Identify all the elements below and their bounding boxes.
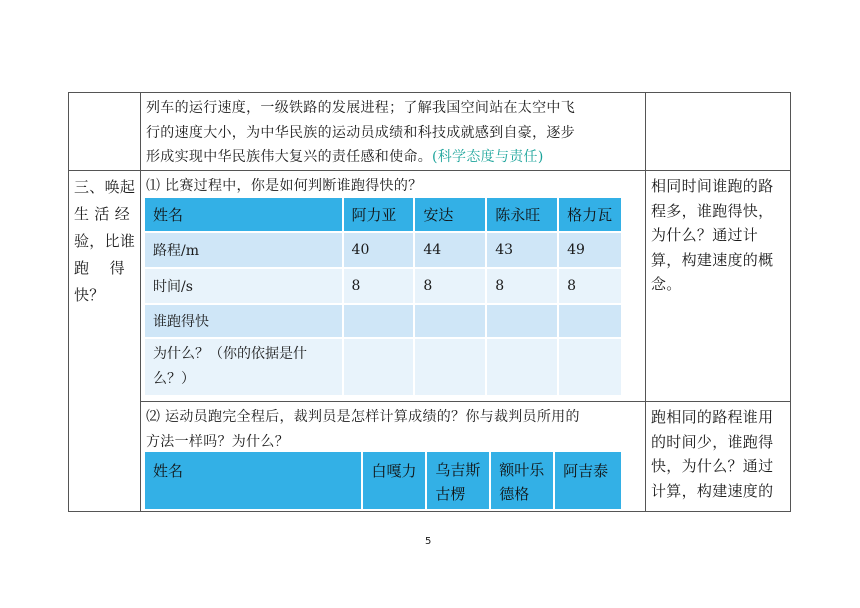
- design-intent-2: [651, 405, 787, 503]
- table-cell: 8: [414, 268, 486, 304]
- table2-header-row: [145, 452, 622, 510]
- table-cell: [343, 338, 415, 396]
- table-cell: [414, 304, 486, 338]
- table2-header-athlete: 白嘎力: [362, 452, 426, 510]
- table-cell: 49: [558, 232, 622, 268]
- intent2-line: 的时间少，谁跑得: [651, 432, 774, 451]
- table-cell: 谁跑得快: [145, 304, 343, 338]
- goal-line-2: 行的速度大小，为中华民族的运动员成绩和科技成就感到自豪，逐步: [146, 124, 575, 141]
- question-1: ⑴ 比赛过程中，你是如何判断谁跑得快的？: [146, 178, 423, 194]
- table2-header-athlete: 乌吉斯古楞: [426, 452, 490, 510]
- stage-line-4: 跑 得: [74, 259, 125, 277]
- col-border-stage: [140, 92, 141, 512]
- table1-row-time: [145, 268, 622, 304]
- table-cell: 8: [486, 268, 558, 304]
- speed-table-2: [145, 452, 623, 511]
- col-border-content: [645, 92, 646, 512]
- table-cell: [558, 304, 622, 338]
- table-cell: 路程/m: [145, 232, 343, 268]
- intent1-line: 念。: [651, 275, 682, 293]
- table-cell: [414, 338, 486, 396]
- page-mask: [140, 512, 860, 608]
- intent2-line: 快，为什么？通过: [651, 457, 774, 475]
- col-border-left: [68, 92, 69, 512]
- goal-text: [146, 96, 641, 170]
- table-top-border: [68, 92, 791, 93]
- table-cell: 40: [343, 232, 415, 268]
- table-cell: 8: [558, 268, 622, 304]
- goal-line-1: 列车的运行速度，一级铁路的发展进程；了解我国空间站在太空中飞: [146, 100, 575, 116]
- intent1-line: 相同时间谁跑的路: [651, 177, 774, 195]
- table-cell: [343, 304, 415, 338]
- table1-header-athlete: 格力瓦: [558, 198, 622, 232]
- table1-header-row: [145, 198, 622, 232]
- design-intent-1: [651, 174, 787, 297]
- stage-line-1: 三、唤起: [74, 178, 136, 196]
- table2-header-athlete: 阿吉泰: [554, 452, 622, 510]
- row-divider-1: [68, 170, 791, 171]
- literacy-tag: (科学态度与责任): [432, 149, 544, 165]
- table1-header-athlete: 陈永旺: [486, 198, 558, 232]
- table-cell: 为什么？（你的依据是什么？）: [145, 338, 343, 396]
- speed-table-1: [145, 198, 623, 397]
- stage-title: [74, 174, 136, 309]
- table1-header-athlete: 安达: [414, 198, 486, 232]
- table-cell: [486, 304, 558, 338]
- stage-line-2: 生 活 经: [74, 205, 131, 223]
- intent1-line: 为什么？通过计: [651, 226, 759, 244]
- intent1-line: 程多，谁跑得快，: [651, 201, 774, 220]
- page-number: 5: [425, 536, 432, 547]
- table1-header-athlete: 阿力亚: [343, 198, 415, 232]
- table2-header-athlete: 额叶乐德格: [490, 452, 554, 510]
- intent2-line: 跑相同的路程谁用: [651, 408, 774, 426]
- table1-row-faster: [145, 304, 622, 338]
- question-2: [146, 405, 641, 454]
- table-cell: 44: [414, 232, 486, 268]
- stage-line-3: 验，比谁: [74, 232, 136, 250]
- table1-header-name: 姓名: [145, 198, 343, 232]
- intent2-line: 计算，构建速度的: [651, 481, 774, 500]
- table-cell: 时间/s: [145, 268, 343, 304]
- col-border-right: [790, 92, 791, 512]
- intent1-line: 算，构建速度的概: [651, 250, 774, 269]
- question2-line-1: ⑵ 运动员跑完全程后，裁判员是怎样计算成绩的？你与裁判员所用的: [146, 409, 580, 425]
- table-cell: [486, 338, 558, 396]
- table-cell: [558, 338, 622, 396]
- stage-line-5: 快？: [74, 286, 105, 304]
- table-cell: 8: [343, 268, 415, 304]
- table1-row-reason: [145, 338, 622, 396]
- table2-header-name: 姓名: [145, 452, 362, 510]
- row-divider-2: [140, 401, 791, 402]
- table1-row-distance: [145, 232, 622, 268]
- table-bottom-border-overlay: [68, 511, 791, 512]
- goal-line-3: 形成实现中华民族伟大复兴的责任感和使命。: [146, 149, 432, 165]
- table-cell: 43: [486, 232, 558, 268]
- question2-line-2: 方法一样吗？为什么？: [146, 433, 289, 450]
